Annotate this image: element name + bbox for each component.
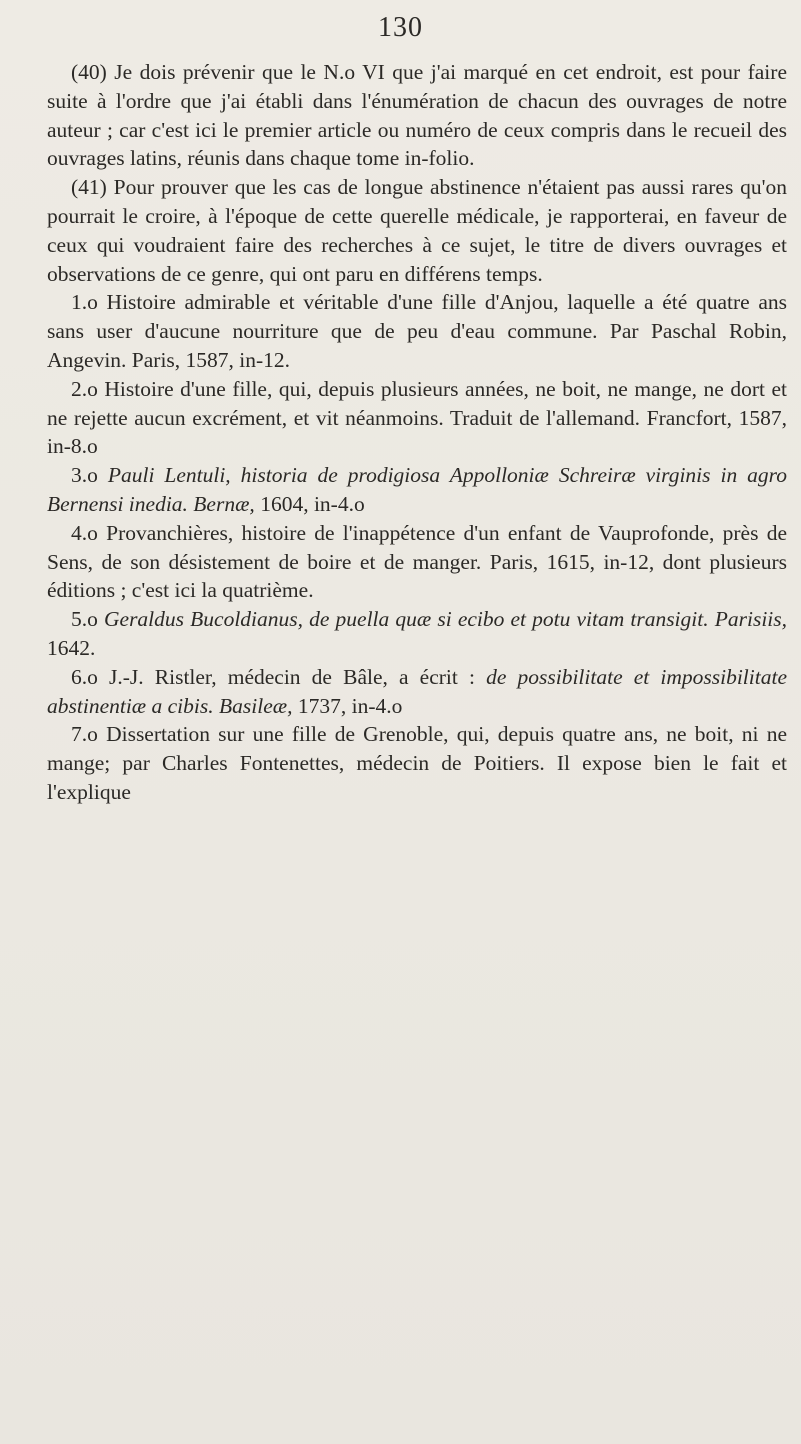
list-item-6 xyxy=(47,663,787,721)
list-item-3 xyxy=(47,461,787,519)
list-item-7 xyxy=(47,720,787,806)
list-item-3-italic: Pauli Lentuli, historia de prodigiosa Appolloniæ Schreiræ virginis in agro Bernensi inedia. Bernæ, xyxy=(47,463,787,516)
list-item-5 xyxy=(47,605,787,663)
list-item-6-italic: de possibilitate et impossibilitate abstinentiæ a cibis. Basileæ, xyxy=(47,664,787,718)
list-item-5-italic: Geraldus Bucoldianus, de puella quæ si ecibo et potu vitam transigit. Parisiis, xyxy=(104,607,788,632)
note-40: (40) Je dois prévenir que le N.o VI que j'ai marqué en cet endroit, est pour faire suite à l'ordre que j'ai établi dans l'énumération de chacun des ouvrages de notre auteur ; car c'est ici le premier article ou numéro de ceux compris dans le recueil des ouvrages latins, réunis dans chaque tome in-folio. xyxy=(47,60,787,171)
list-item-2-text: 2.o Histoire d'une fille, qui, depuis plusieurs années, ne boit, ne mange, ne dort et ne rejette aucun excrément, et vit néanmoins. Traduit de l'allemand. Francfort, 1587, in-8.o xyxy=(47,376,787,459)
list-item-6-text: 6.o J.-J. Ristler, médecin de Bâle, a écrit : xyxy=(71,664,487,689)
list-item-1 xyxy=(47,288,787,374)
list-item-5-tail: 1642. xyxy=(47,635,96,660)
page-number: 130 xyxy=(378,12,423,43)
list-item-6-tail: 1737, in-4.o xyxy=(292,693,403,718)
list-item-4 xyxy=(47,519,787,605)
list-item-2 xyxy=(47,375,787,461)
list-item-5-text: 5.o xyxy=(71,607,104,632)
note-41: (41) Pour prouver que les cas de longue abstinence n'étaient pas aussi rares qu'on pourrait le croire, à l'époque de cette querelle médicale, je rapporterai, en faveur de ceux qui voudraient faire des recherches à ce sujet, le titre de divers ouvrages et observations de ce genre, qui ont paru en différens temps. xyxy=(47,175,787,286)
list-item-4-text: 4.o Provanchières, histoire de l'inappétence d'un enfant de Vauprofonde, près de Sens, de son désistement de boire et de manger. Paris, 1615, in-12, dont plusieurs éditions ; c'est ici la quatrième. xyxy=(47,520,787,603)
page-body xyxy=(47,58,787,807)
list-item-1-text: 1.o Histoire admirable et véritable d'une fille d'Anjou, laquelle a été quatre ans sans user d'aucune nourriture que de peu d'eau commune. Par Paschal Robin, Angevin. Paris, 1587, in-12. xyxy=(47,290,787,372)
list-item-3-tail: 1604, in-4.o xyxy=(254,491,365,516)
list-item-7-text: 7.o Dissertation sur une fille de Grenoble, qui, depuis quatre ans, ne boit, ni ne mange; par Charles Fontenettes, médecin de Poitiers. Il expose bien le fait et l'explique xyxy=(47,722,787,804)
list-item-3-text: 3.o xyxy=(71,463,108,488)
